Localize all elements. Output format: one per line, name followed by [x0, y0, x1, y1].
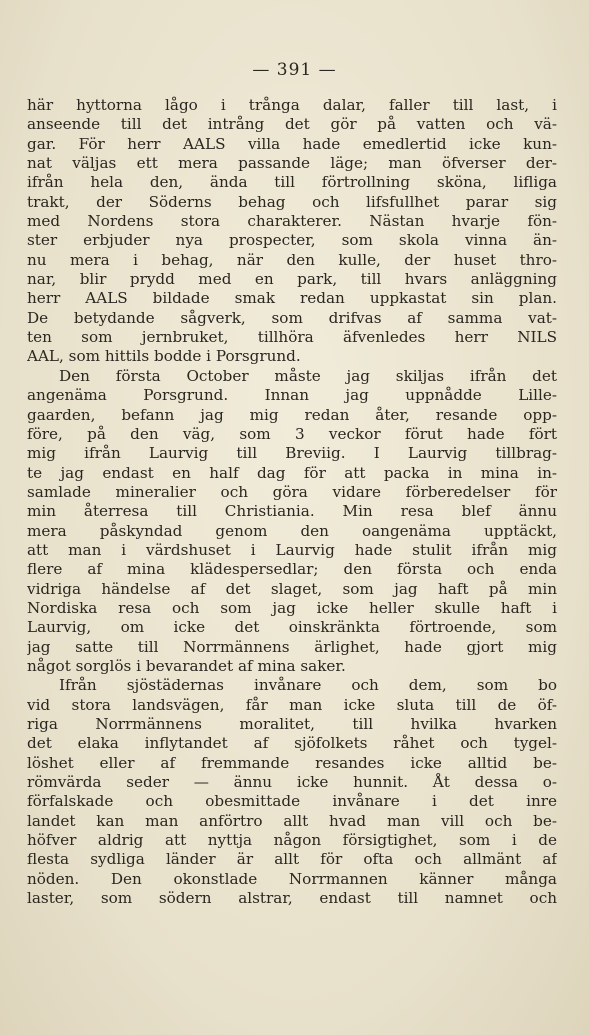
text-line: te jag endast en half dag för att packa in mina in-: [27, 463, 557, 482]
text-line: Laurvig, om icke det oinskränkta förtroende, som: [27, 618, 557, 637]
text-line: att man i värdshuset i Laurvig hade stulit ifrån mig: [27, 540, 557, 559]
text-line: herr AALS bildade smak redan uppkastat sin plan.: [27, 289, 557, 308]
text-line: min återresa till Christiania. Min resa blef ännu: [27, 502, 557, 521]
text-line: ifrån hela den, ända till förtrollning sköna, lifliga: [27, 173, 557, 192]
text-line: riga Norrmännens moralitet, till hvilka hvarken: [27, 715, 557, 733]
text-line: gaarden, befann jag mig redan åter, resande opp-: [27, 405, 557, 424]
text-line: mera påskyndad genom den oangenäma upptäckt,: [27, 521, 557, 540]
text-line: nu mera i behag, när den kulle, der huset thro-: [27, 250, 557, 269]
text-line: före, på den väg, som 3 veckor förut hade fört: [27, 424, 557, 443]
text-line: anseende till det intrång det gör på vatten och vä-: [27, 115, 557, 134]
text-line: flere af mina klädespersedlar; den första och enda: [27, 560, 557, 579]
text-line: De betydande sågverk, som drifvas af samma vat-: [27, 308, 557, 327]
text-line: mig ifrån Laurvig till Breviig. I Laurvig tillbrag-: [27, 444, 557, 463]
text-line: något sorglös i bevarandet af mina saker.: [27, 656, 346, 675]
text-line: här hyttorna lågo i trånga dalar, faller till last, i: [27, 96, 557, 114]
text-line: AAL, som hittils bodde i Porsgrund.: [27, 347, 301, 366]
text-line: höfver aldrig att nyttja någon försigtighet, som i de: [27, 831, 557, 850]
text-line: nar, blir prydd med en park, till hvars anläggning: [27, 270, 557, 289]
text-line: angenäma Porsgrund. Innan jag uppnådde Lille-: [27, 386, 557, 405]
text-line: förfalskade och obesmittade invånare i det inre: [27, 792, 557, 811]
text-line: trakt, der Söderns behag och lifsfullhet parar sig: [27, 192, 557, 211]
page-number: — 391 —: [252, 60, 337, 80]
text-line: flesta sydliga länder är allt för ofta och allmänt af: [27, 850, 557, 869]
text-line: nat väljas ett mera passande läge; man öfverser der-: [27, 154, 557, 173]
text-line: ten som jernbruket, tillhöra äfvenledes herr NILS: [27, 328, 557, 347]
text-line: samlade mineralier och göra vidare förberedelser för: [27, 482, 557, 501]
text-line: jag satte till Norrmännens ärlighet, hade gjort mig: [27, 637, 557, 656]
text-line: Ifrån sjöstädernas invånare och dem, som bo: [59, 676, 557, 695]
text-line: med Nordens stora charakterer. Nästan hvarje fön-: [27, 212, 557, 231]
text-line: nöden. Den okonstlade Norrmannen känner många: [27, 869, 557, 888]
text-line: laster, som södern alstrar, endast till namnet och: [27, 889, 557, 908]
text-line: vid stora landsvägen, får man icke sluta till de öf-: [27, 695, 557, 714]
text-line: ster erbjuder nya prospecter, som skola vinna än-: [27, 231, 557, 250]
text-line: Den första October måste jag skiljas ifrån det: [59, 366, 557, 385]
text-line: vidriga händelse af det slaget, som jag haft på min: [27, 579, 557, 598]
body-text: [27, 96, 557, 908]
text-line: Nordiska resa och som jag icke heller skulle haft i: [27, 598, 557, 617]
text-line: det elaka inflytandet af sjöfolkets råhet och tygel-: [27, 734, 557, 753]
text-line: römvärda seder — ännu icke hunnit. Åt dessa o-: [27, 773, 557, 792]
text-line: landet kan man anförtro allt hvad man vill och be-: [27, 811, 557, 830]
text-line: löshet eller af fremmande resandes icke alltid be-: [27, 753, 557, 772]
text-line: gar. För herr AALS villa hade emedlertid icke kun-: [27, 134, 557, 153]
